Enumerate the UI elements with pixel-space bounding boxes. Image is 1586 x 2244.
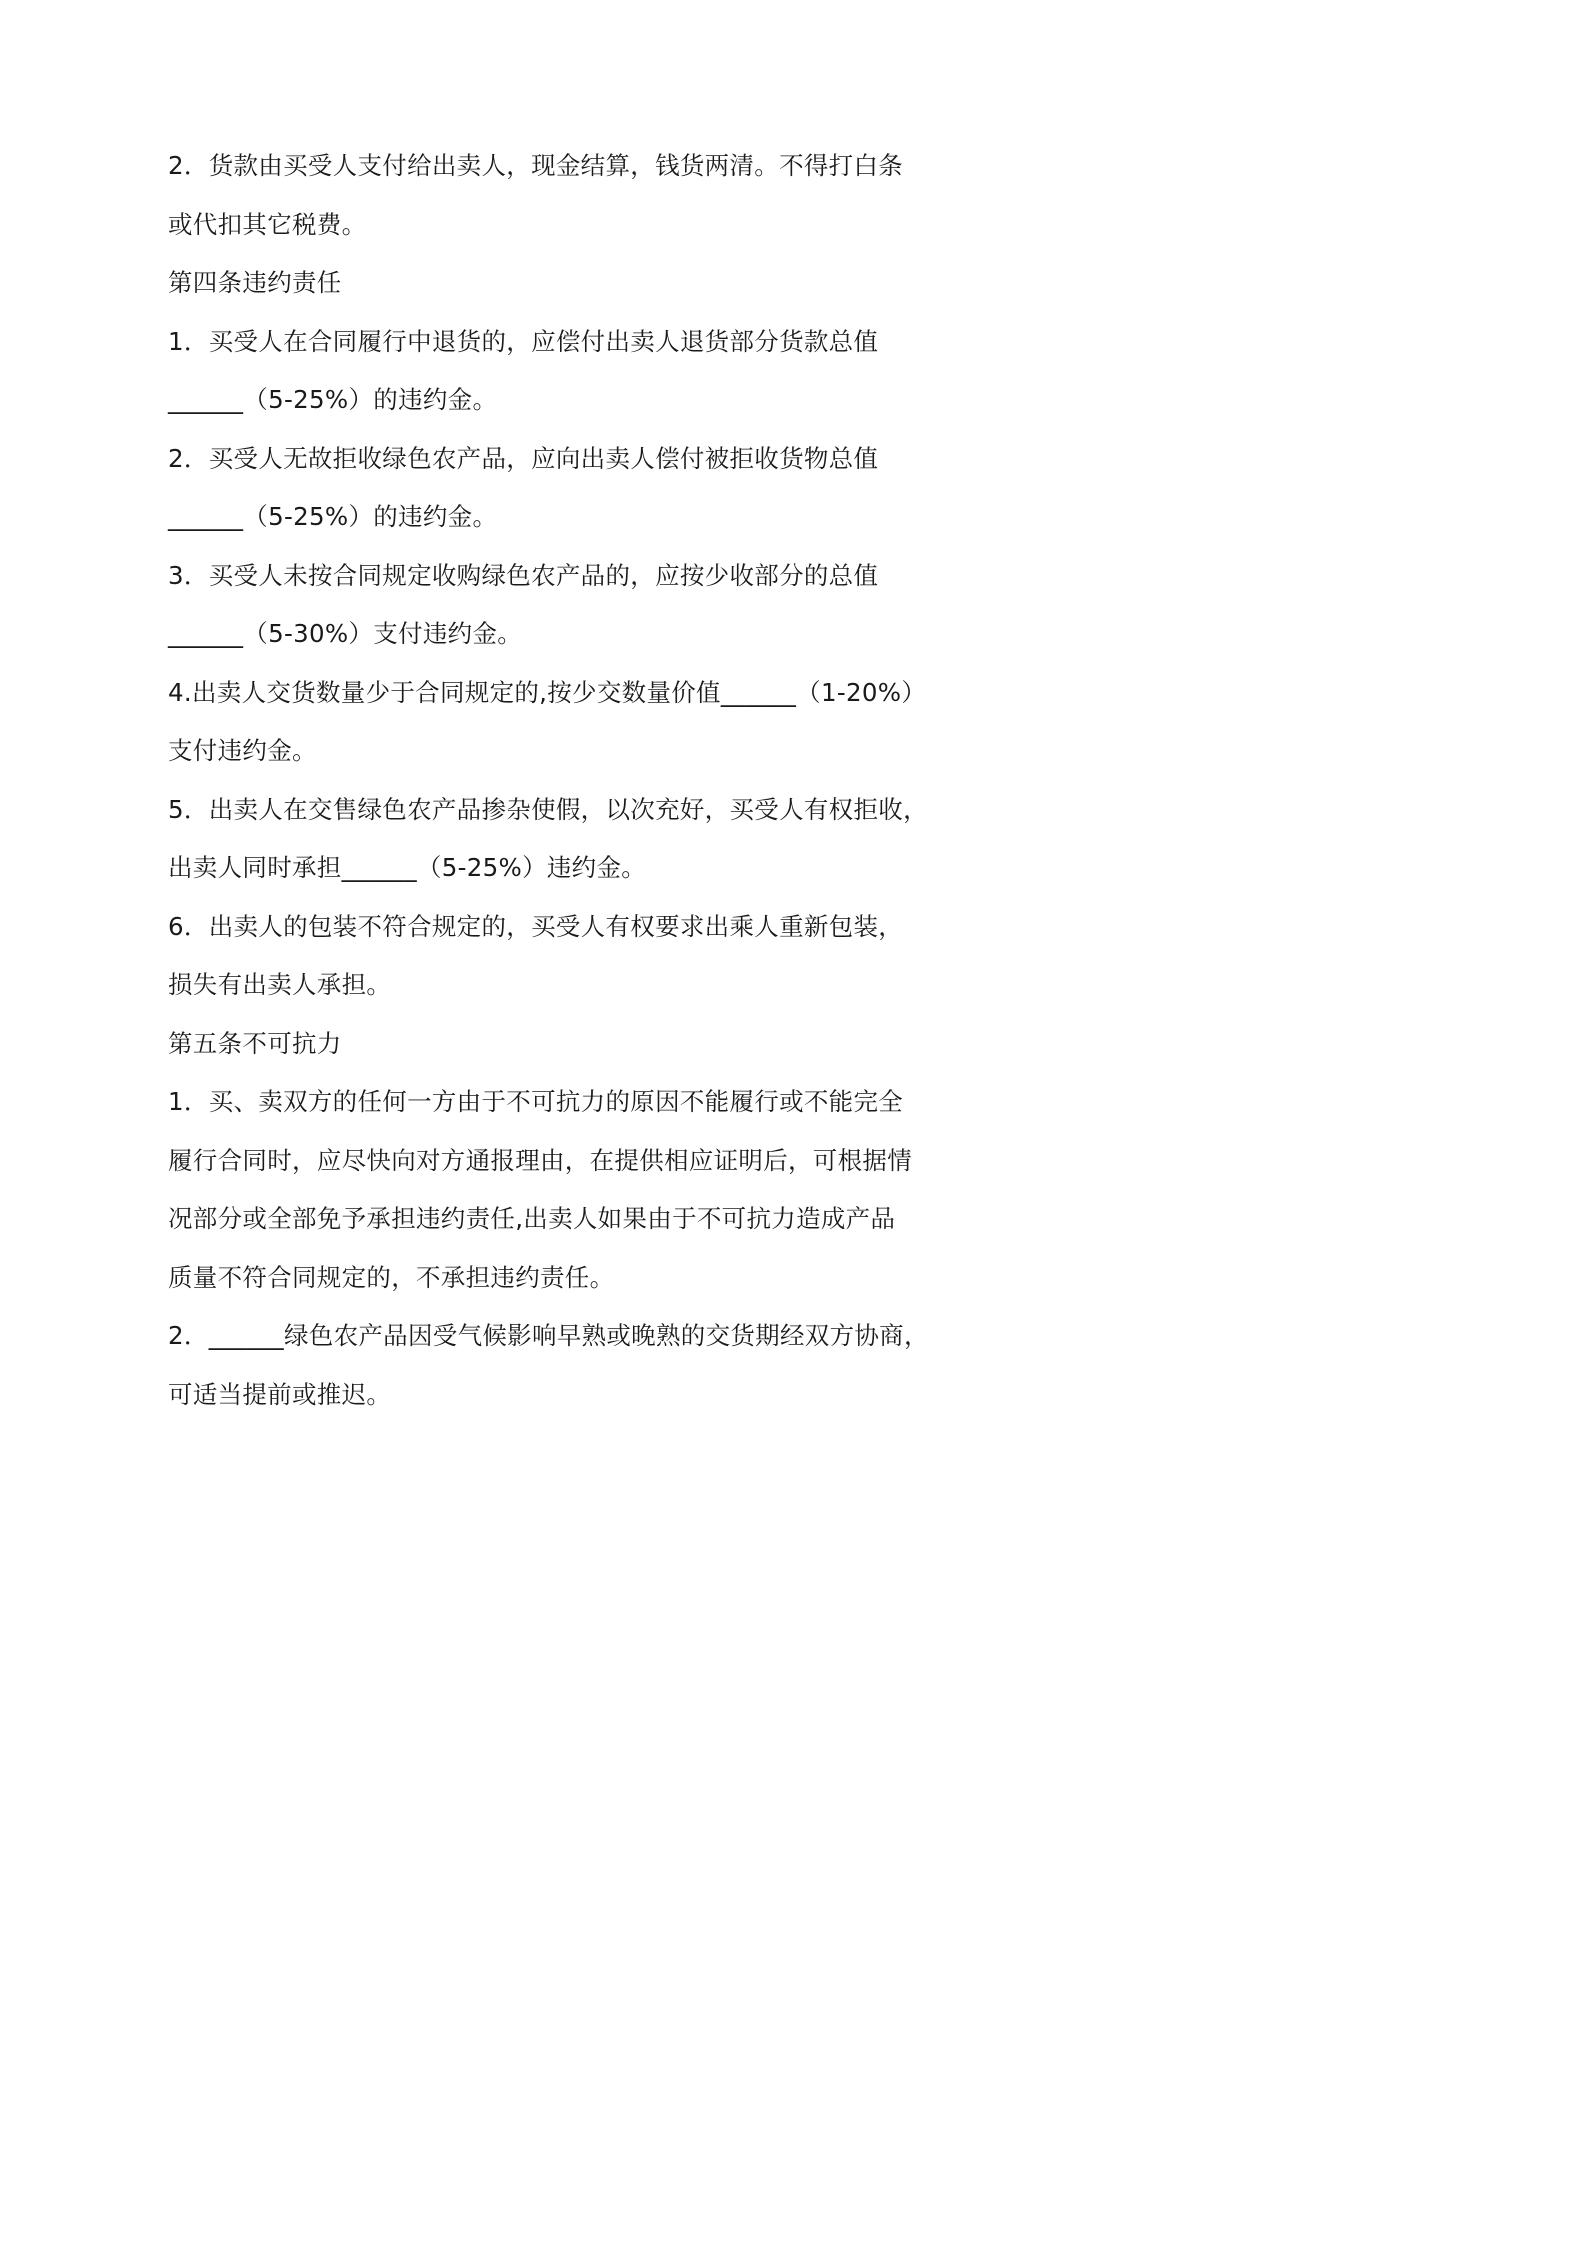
document-page (0, 0, 1110, 1569)
payment-clause-line-1: 2．货款由买受人支付给出卖人，现金结算，钱货两清。不得打白条 (168, 151, 904, 180)
article-4-item-6-line-2: 损失有出卖人承担。 (168, 970, 392, 999)
article-5-item-1-line-4: 质量不符合同规定的，不承担违约责任。 (168, 1262, 615, 1292)
article-4-item-5-line-2: 出卖人同时承担______（5-25%）违约金。 (168, 853, 647, 882)
article-4-item-4-line-1: 4.出卖人交货数量少于合同规定的,按少交数量价值______（1-20%） (168, 677, 927, 707)
payment-clause-line-2: 或代扣其它税费。 (168, 209, 367, 239)
article-5-item-1-line-1: 1．买、卖双方的任何一方由于不可抗力的原因不能履行或不能完全 (168, 1087, 904, 1116)
article-4-heading: 第四条违约责任 (168, 268, 342, 297)
article-4-item-2-line-1: 2．买受人无故拒收绿色农产品，应向出卖人偿付被拒收货物总值 (168, 443, 879, 473)
article-5-heading: 第五条不可抗力 (168, 1028, 342, 1058)
article-4-item-3-line-1: 3．买受人未按合同规定收购绿色农产品的，应按少收部分的总值 (168, 560, 879, 590)
article-4-item-2-line-2: ______（5-25%）的违约金。 (168, 502, 498, 531)
article-4-item-5-line-1: 5．出卖人在交售绿色农产品掺杂使假，以次充好，买受人有权拒收， (168, 794, 928, 824)
article-4-item-4-line-2: 支付违约金。 (168, 736, 317, 765)
article-5-item-2-line-2: 可适当提前或推迟。 (168, 1379, 392, 1409)
article-5-item-1-line-3: 况部分或全部免予承担违约责任,出卖人如果由于不可抗力造成产品 (168, 1204, 896, 1233)
article-4-item-1-line-2: ______（5-25%）的违约金。 (168, 385, 498, 414)
article-4-item-1-line-1: 1．买受人在合同履行中退货的，应偿付出卖人退货部分货款总值 (168, 326, 879, 356)
article-4-item-6-line-1: 6．出卖人的包装不符合规定的，买受人有权要求出乘人重新包装， (168, 911, 904, 941)
contract-body (168, 137, 958, 1424)
article-4-item-3-line-2: ______（5-30%）支付违约金。 (168, 619, 523, 648)
article-5-item-1-line-2: 履行合同时，应尽快向对方通报理由，在提供相应证明后，可根据情 (168, 1145, 912, 1175)
article-5-item-2-line-1: 2．______绿色农产品因受气候影响早熟或晚熟的交货期经双方协商， (168, 1321, 929, 1350)
